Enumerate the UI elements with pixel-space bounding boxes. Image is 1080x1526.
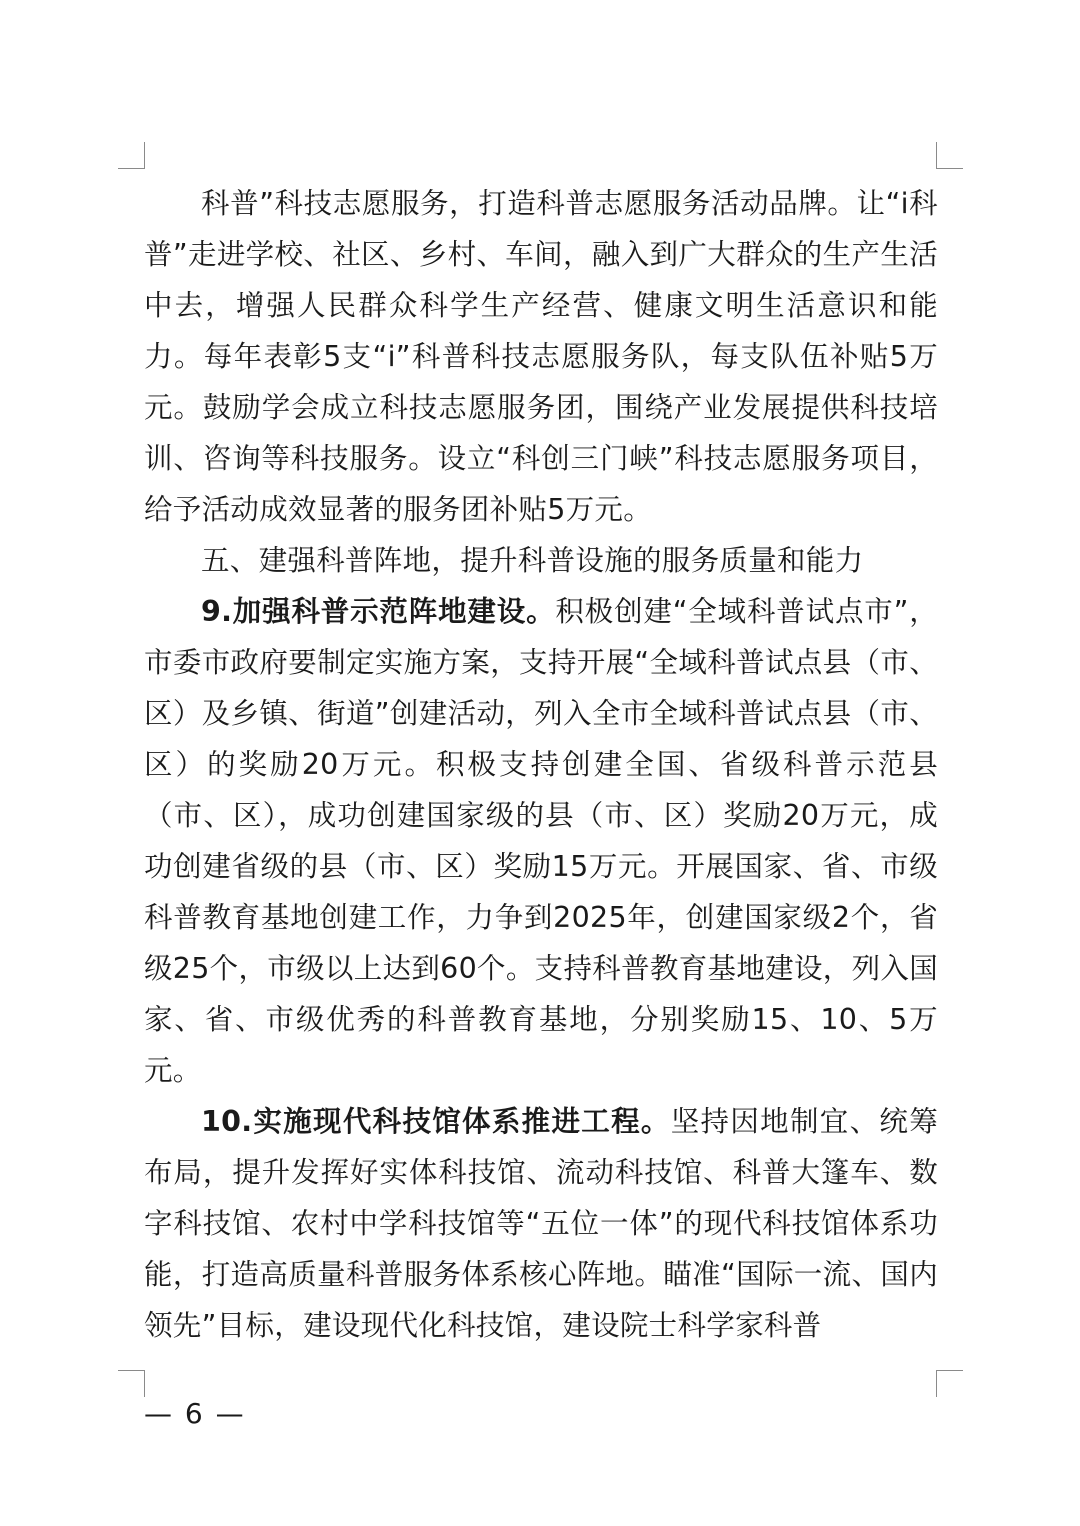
section-heading xyxy=(144,535,938,586)
crop-mark-bottom-left xyxy=(118,1370,145,1397)
item-10-text: 坚持因地制宜、统筹布局，提升发挥好实体科技馆、流动科技馆、科普大篷车、数字科技馆、农村中学科技馆等“五位一体”的现代科技馆体系功能，打造高质量科普服务体系核心阵地。瞄准“国际一流、国内领先”目标，建设现代化科技馆，建设院士科学家科普 xyxy=(144,1105,939,1342)
paragraph-item-10 xyxy=(144,1096,938,1351)
paragraph-text: 科普”科技志愿服务，打造科普志愿服务活动品牌。让“i科普”走进学校、社区、乡村、车间，融入到广大群众的生产生活中去，增强人民群众科学生产经营、健康文明生活意识和能力。每年表彰5支“i”科普科技志愿服务队，每支队伍补贴5万元。鼓励学会成立科技志愿服务团，围绕产业发展提供科技培训、咨询等科技服务。设立“科创三门峡”科技志愿服务项目，给予活动成效显著的服务团补贴5万元。 xyxy=(144,187,938,526)
page-number: — 6 — xyxy=(144,1397,246,1430)
section-heading-text: 五、建强科普阵地，提升科普设施的服务质量和能力 xyxy=(201,544,864,577)
item-10-title: 10.实施现代科技馆体系推进工程。 xyxy=(201,1105,671,1138)
item-9-text: 积极创建“全域科普试点市”，市委市政府要制定实施方案，支持开展“全域科普试点县（市、区）及乡镇、街道”创建活动，列入全市全域科普试点县（市、区）的奖励20万元。积极支持创建全国、省级科普示范县（市、区），成功创建国家级的县（市、区）奖励20万元，成功创建省级的县（市、区）奖励15万元。开展国家、省、市级科普教育基地创建工作，力争到2025年，创建国家级2个，省级25个，市级以上达到60个。支持科普教育基地建设，列入国家、省、市级优秀的科普教育基地，分别奖励15、10、5万元。 xyxy=(144,595,939,1087)
crop-mark-top-left xyxy=(118,142,145,169)
item-9-title: 9.加强科普示范阵地建设。 xyxy=(201,595,556,628)
paragraph-item-9 xyxy=(144,586,938,1096)
crop-mark-top-right xyxy=(936,142,963,169)
body-text xyxy=(144,178,938,1351)
paragraph-continued xyxy=(144,178,938,535)
crop-mark-bottom-right xyxy=(936,1370,963,1397)
